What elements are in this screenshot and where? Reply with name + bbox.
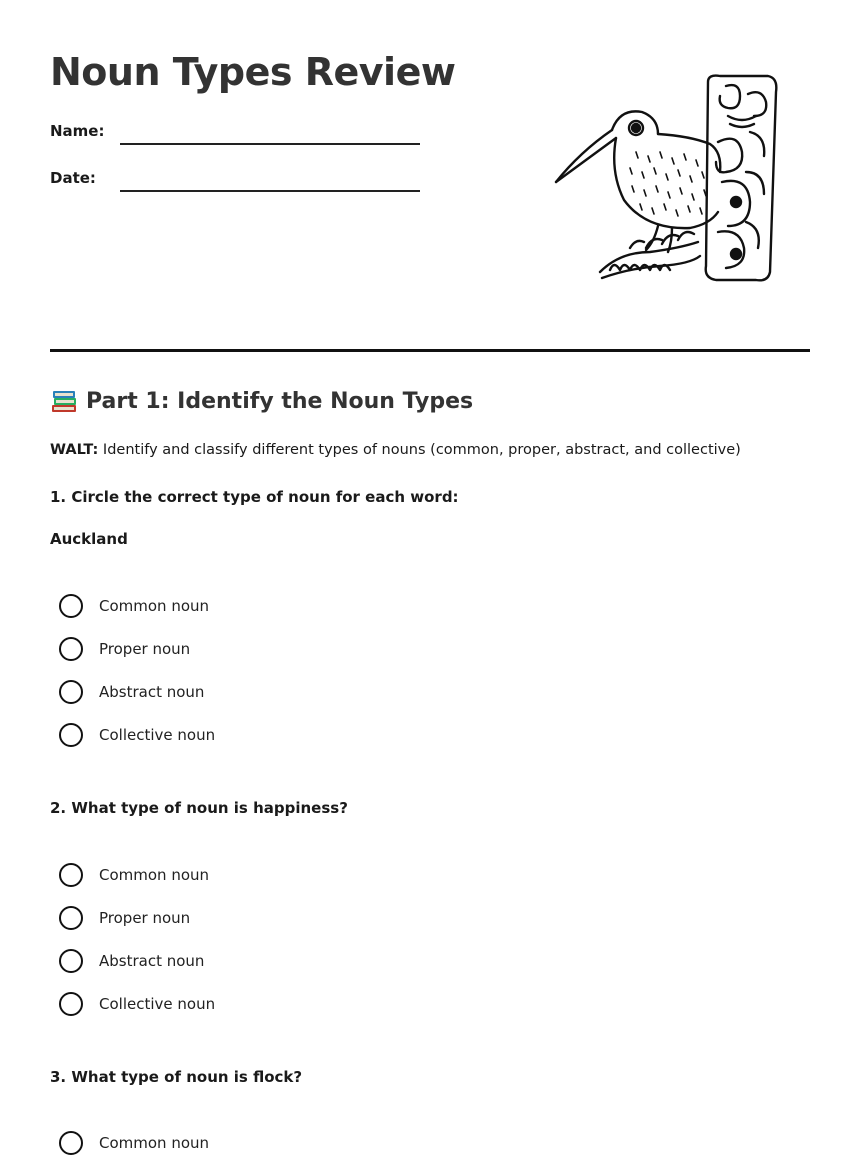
question-1-prompt: 1. Circle the correct type of noun for each word:	[50, 488, 459, 506]
kiwi-bird-icon	[550, 72, 780, 287]
question-2-prompt: 2. What type of noun is happiness?	[50, 799, 348, 817]
section-divider	[50, 349, 810, 352]
name-field[interactable]	[120, 143, 420, 145]
radio-circle[interactable]	[59, 992, 83, 1016]
radio-circle[interactable]	[59, 906, 83, 930]
walt-text: Identify and classify different types of nouns (common, proper, abstract, and collective)	[98, 442, 741, 458]
name-label: Name:	[50, 122, 105, 140]
question-1-word: Auckland	[50, 530, 128, 548]
date-label: Date:	[50, 169, 96, 187]
option-label: Common noun	[99, 1134, 210, 1152]
q1-option-abstract[interactable]	[59, 679, 204, 705]
option-label: Proper noun	[99, 909, 191, 927]
option-label: Abstract noun	[99, 952, 205, 970]
part1-heading	[50, 389, 473, 414]
part1-heading-text: Part 1: Identify the Noun Types	[86, 389, 474, 414]
radio-circle[interactable]	[59, 723, 83, 747]
option-label: Proper noun	[99, 640, 191, 658]
option-label: Common noun	[99, 866, 210, 884]
q2-option-abstract[interactable]	[59, 948, 204, 974]
radio-circle[interactable]	[59, 637, 83, 661]
question-3-prompt: 3. What type of noun is flock?	[50, 1068, 303, 1086]
q2-option-collective[interactable]	[59, 991, 215, 1017]
books-icon	[50, 390, 78, 414]
walt-label: WALT:	[50, 442, 99, 458]
page-title: Noun Types Review	[50, 50, 456, 94]
q1-option-proper[interactable]	[59, 636, 190, 662]
radio-circle[interactable]	[59, 863, 83, 887]
option-label: Abstract noun	[99, 683, 205, 701]
option-label: Common noun	[99, 597, 210, 615]
option-label: Collective noun	[99, 726, 216, 744]
q2-option-common[interactable]	[59, 862, 209, 888]
radio-circle[interactable]	[59, 1131, 83, 1155]
radio-circle[interactable]	[59, 680, 83, 704]
q2-option-proper[interactable]	[59, 905, 190, 931]
option-label: Collective noun	[99, 995, 216, 1013]
q1-option-collective[interactable]	[59, 722, 215, 748]
worksheet-page	[50, 0, 810, 1161]
radio-circle[interactable]	[59, 594, 83, 618]
date-field[interactable]	[120, 190, 420, 192]
q1-option-common[interactable]	[59, 593, 209, 619]
walt-statement	[50, 442, 741, 458]
q3-option-common[interactable]	[59, 1130, 209, 1156]
radio-circle[interactable]	[59, 949, 83, 973]
